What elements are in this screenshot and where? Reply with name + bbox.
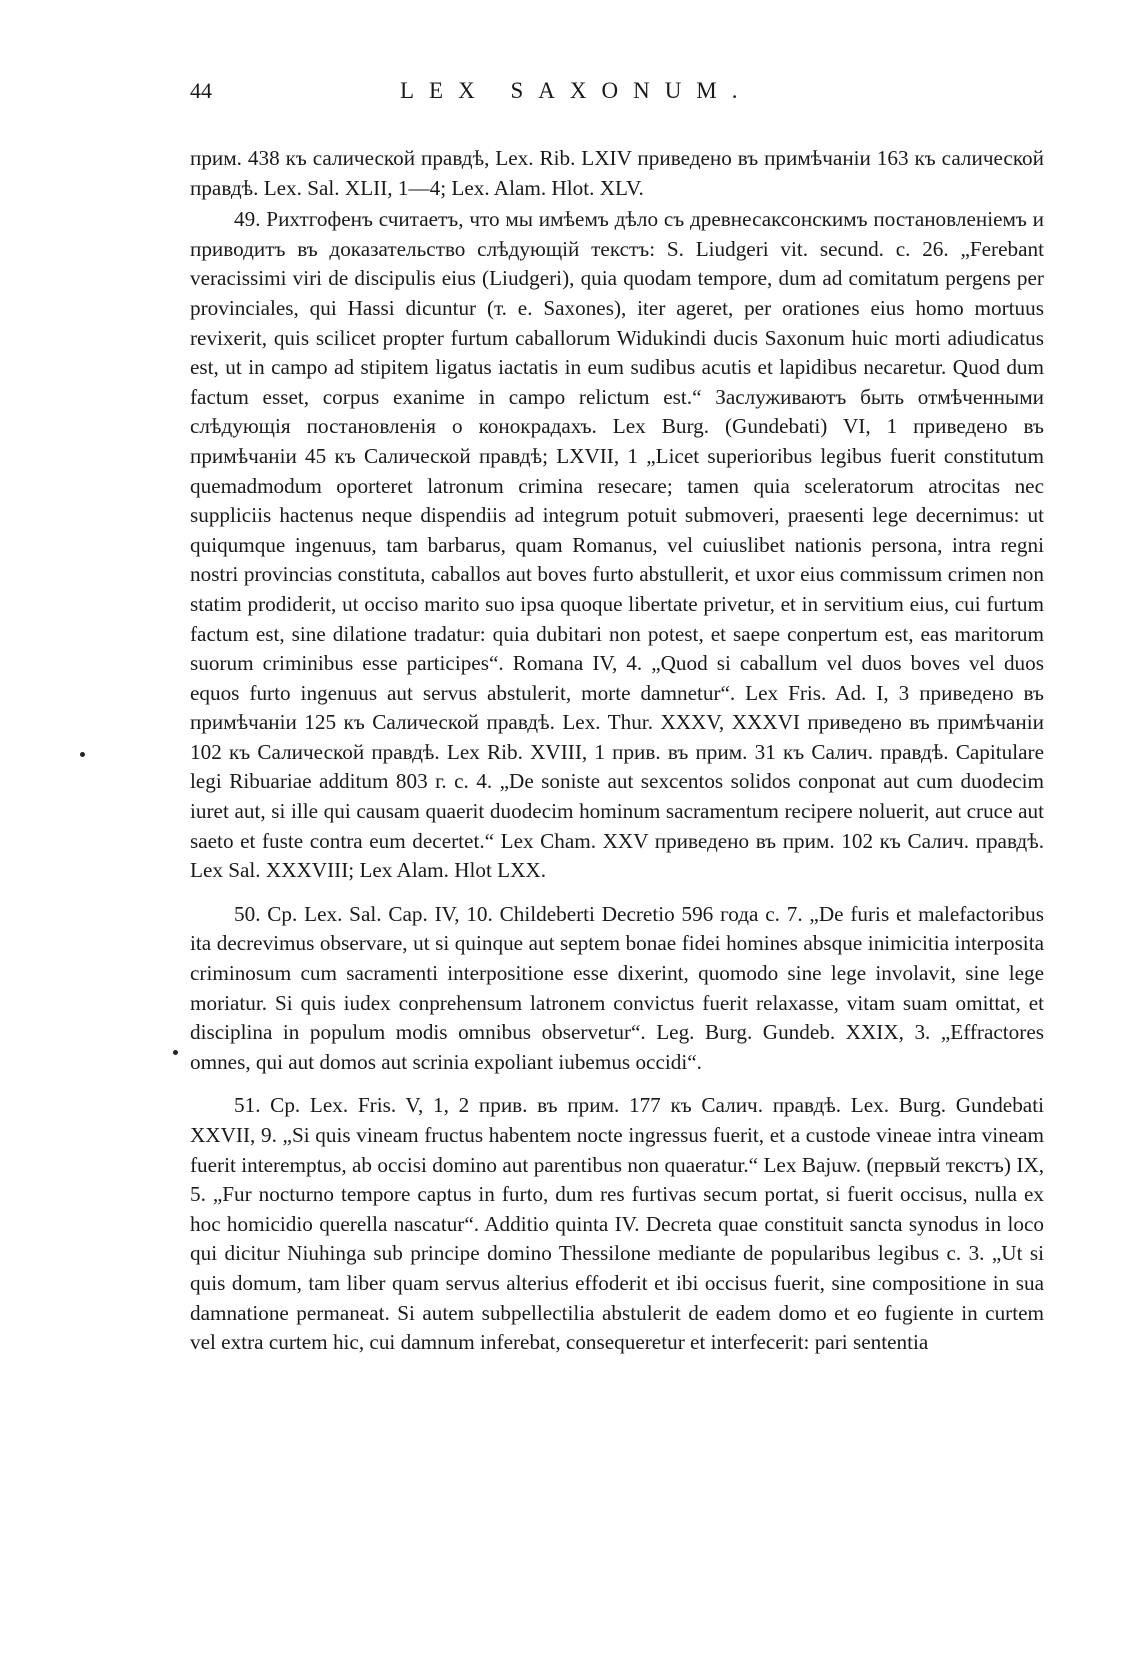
margin-speck <box>173 1050 178 1055</box>
note-49: 49. Рихтгофенъ считаетъ, что мы имѣемъ дѣло съ древнесаксонскимъ постановленіемъ и приводитъ въ доказательство слѣдующій текстъ: S. Liudgeri vit. secund. c. 26. „Ferebant veracissimi viri de discipulis eius (Liudgeri), quia quodam tempore, dum ad comitatum pergens per provinciales, qui Hassi dicuntur (т. е. Saxones), iter ageret, per orationes eius homo mortuus revixerit, quis scilicet propter furtum caballorum Widukindi ducis Saxonum huic morti adiudicatus est, ut in campo ad stipitem ligatus iactatis in eum sudibus acutis et lapidibus necaretur. Quod dum factum esset, corpus exanime in campo relictum est.“ Заслуживаютъ быть отмѣченными слѣдующія постановленія о конокрадахъ. Lex Burg. (Gundebati) VI, 1 приведено въ примѣчаніи 45 къ Салической правдѣ; LXVII, 1 „Licet superioribus legibus fuerit constitutum quemadmodum oporteret latronum crimina resecare; tamen quia sceleratorum atrocitas nec suppliciis hactenus neque dispendiis ad integrum potuit submoveri, praesenti lege decernimus: ut quiqumque ingenuus, tam barbarus, quam Romanus, vel cuiuslibet nationis persona, intra regni nostri provincias constituta, caballos aut boves furto abstullerit, et uxor eius commissum crimen non statim prodiderit, ut occiso marito suo ipsa quoque libertate privetur, et in servitium eius, cui furtum factum est, sine dilatione tradatur: quia dubitari non potest, et saepe conpertum est, eas maritorum suorum criminibus esse participes“. Romana IV, 4. „Quod si caballum vel duos boves vel duos equos furto ingenuus aut servus abstulerit, morte damnetur“. Lex Fris. Ad. I, 3 приведено въ примѣчаніи 125 къ Салической правдѣ. Lex. Thur. XXXV, XXXVI приведено въ примѣчаніи 102 къ Салической правдѣ. Lex Rib. XVIII, 1 прив. въ прим. 31 къ Салич. правдѣ. Capitulare legi Ribuariae additum 803 г. с. 4. „De soniste aut sexcentos solidos conponat aut cum duodecim iuret aut, si ille qui causam quaerit duodecim hominum sacramentum recipere noluerit, aut cruce aut saeto et fuste contra eum decertet.“ Lex Cham. XXV приведено въ прим. 102 къ Салич. правдѣ. Lex Sal. XXXVIII; Lex Alam. Hlot LXX. <box>190 207 1044 883</box>
running-title: LEX SAXONUM. <box>400 78 753 103</box>
margin-speck <box>80 752 85 757</box>
page-header <box>190 78 1044 122</box>
page-number: 44 <box>190 78 212 103</box>
note-51: 51. Ср. Lex. Fris. V, 1, 2 прив. въ прим. 177 къ Салич. правдѣ. Lex. Burg. Gundebati XXVII, 9. „Si quis vineam fructus habentem nocte ingressus fuerit, et a custode vineae intra vineam fuerit interemptus, ab occisi domino aut parentibus non quaeratur.“ Lex Bajuw. (первый текстъ) IX, 5. „Fur nocturno tempore captus in furto, dum res furtivas secum portat, si fuerit occisus, nulla ex hoc homicidio querella nascatur“. Additio quinta IV. Decreta quae constituit sancta synodus in loco qui dicitur Niuhinga sub principe domino Thessilone mediante de popularibus legibus c. 3. „Ut si quis domum, tam liber quam servus alterius effoderit et ibi occisus fuerit, sine compositione in sua damnatione permaneat. Si autem subpellectilia abstulerit de eadem domo et eo fugiente in curtem vel extra curtem hic, cui damnum inferebat, consequeretur et interfecerit: pari sententia <box>190 1093 1044 1355</box>
note-50: 50. Ср. Lex. Sal. Cap. IV, 10. Childeberti Decretio 596 года c. 7. „De furis et malefactoribus ita decrevimus observare, ut si quinque aut septem bonae fidei homines absque inimicitia interposita criminosum cum sacramenti interpositione esse dixerint, quomodo sine lege involavit, sine lege moriatur. Si quis iudex conprehensum latronem convictus fuerit relaxasse, vitam suam omittat, et disciplina in populum modis omnibus observetur“. Leg. Burg. Gundeb. XXIX, 3. „Effractores omnes, qui aut domos aut scrinia expoliant iubemus occidi“. <box>190 901 1044 1074</box>
note-continuation: прим. 438 къ салической правдѣ, Lex. Rib. LXIV приведено въ примѣчаніи 163 къ салической правдѣ. Lex. Sal. XLII, 1—4; Lex. Alam. Hlot. XLV. <box>190 146 1044 200</box>
